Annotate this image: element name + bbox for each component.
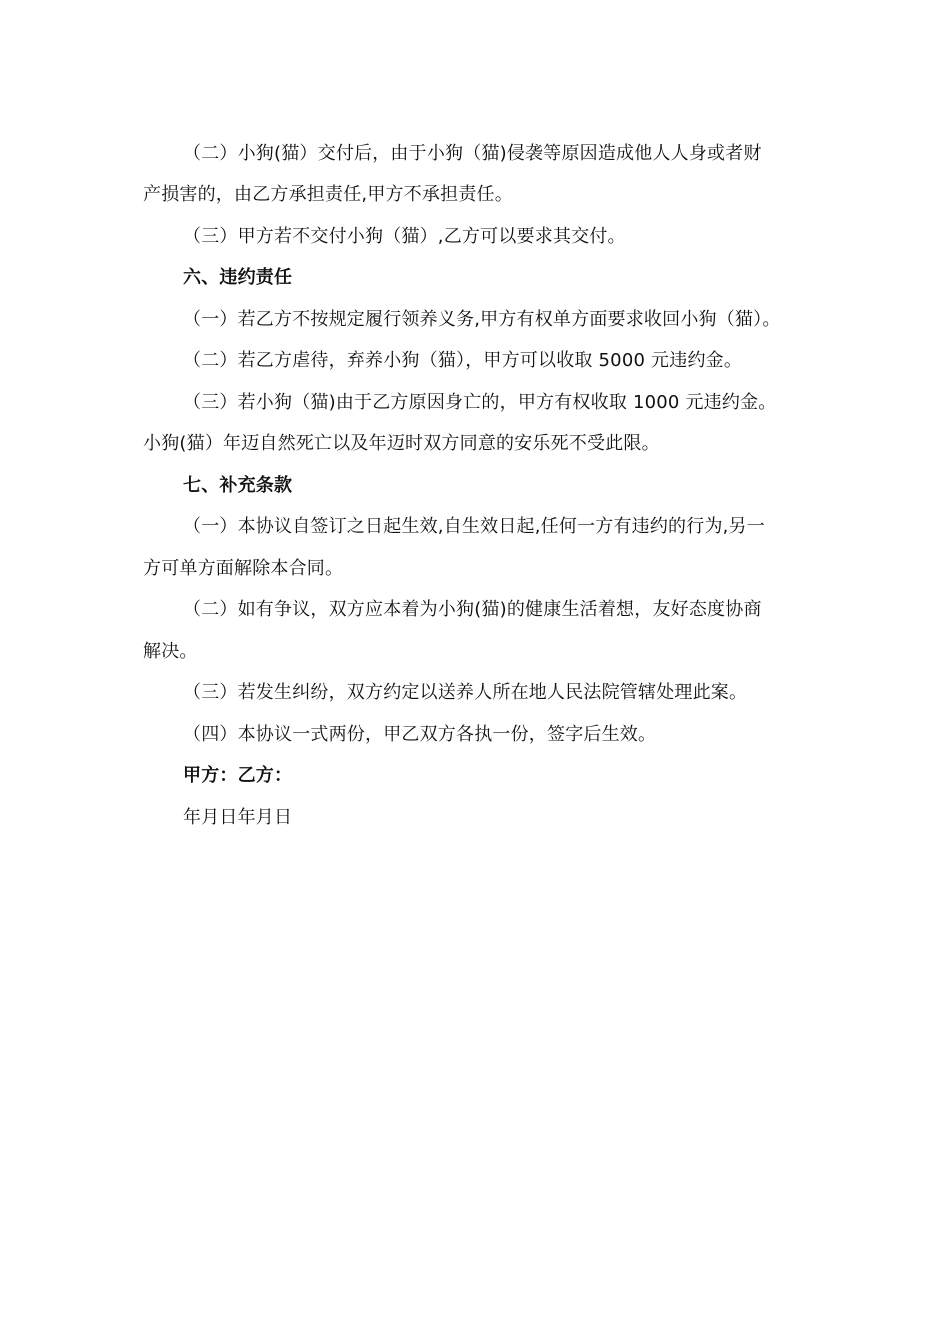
clause-6-1: （一）若乙方不按规定履行领养义务,甲方有权单方面要求收回小狗（猫）。 — [183, 309, 781, 330]
signature-parties: 甲方：乙方： — [183, 765, 293, 786]
clause-7-3: （三）若发生纠纷，双方约定以送养人所在地人民法院管辖处理此案。 — [183, 682, 748, 703]
clause-6-2: （二）若乙方虐待，弃养小狗（猫），甲方可以收取 5000 元违约金。 — [183, 350, 743, 371]
clause-7-1-line-1: （一）本协议自签订之日起生效,自生效日起,任何一方有违约的行为,另一 — [183, 516, 765, 537]
section-heading-breach-liability: 六、违约责任 — [183, 267, 293, 288]
clause-5-2-line-2: 产损害的，由乙方承担责任,甲方不承担责任。 — [143, 184, 513, 205]
clause-5-3: （三）甲方若不交付小狗（猫）,乙方可以要求其交付。 — [183, 226, 626, 247]
section-heading-supplementary-terms: 七、补充条款 — [183, 475, 293, 496]
clause-7-1-line-2: 方可单方面解除本合同。 — [143, 558, 344, 579]
signature-dates: 年月日年月日 — [183, 807, 293, 828]
clause-7-2-line-2: 解决。 — [143, 641, 198, 662]
clause-6-3-line-1: （三）若小狗（猫)由于乙方原因身亡的，甲方有权收取 1000 元违约金。 — [183, 392, 777, 413]
clause-7-2-line-1: （二）如有争议，双方应本着为小狗(猫)的健康生活着想，友好态度协商 — [183, 599, 762, 620]
clause-5-2-line-1: （二）小狗(猫）交付后，由于小狗（猫)侵袭等原因造成他人人身或者财 — [183, 143, 762, 164]
clause-6-3-line-2: 小狗(猫）年迈自然死亡以及年迈时双方同意的安乐死不受此限。 — [143, 433, 660, 454]
clause-7-4: （四）本协议一式两份，甲乙双方各执一份，签字后生效。 — [183, 724, 657, 745]
